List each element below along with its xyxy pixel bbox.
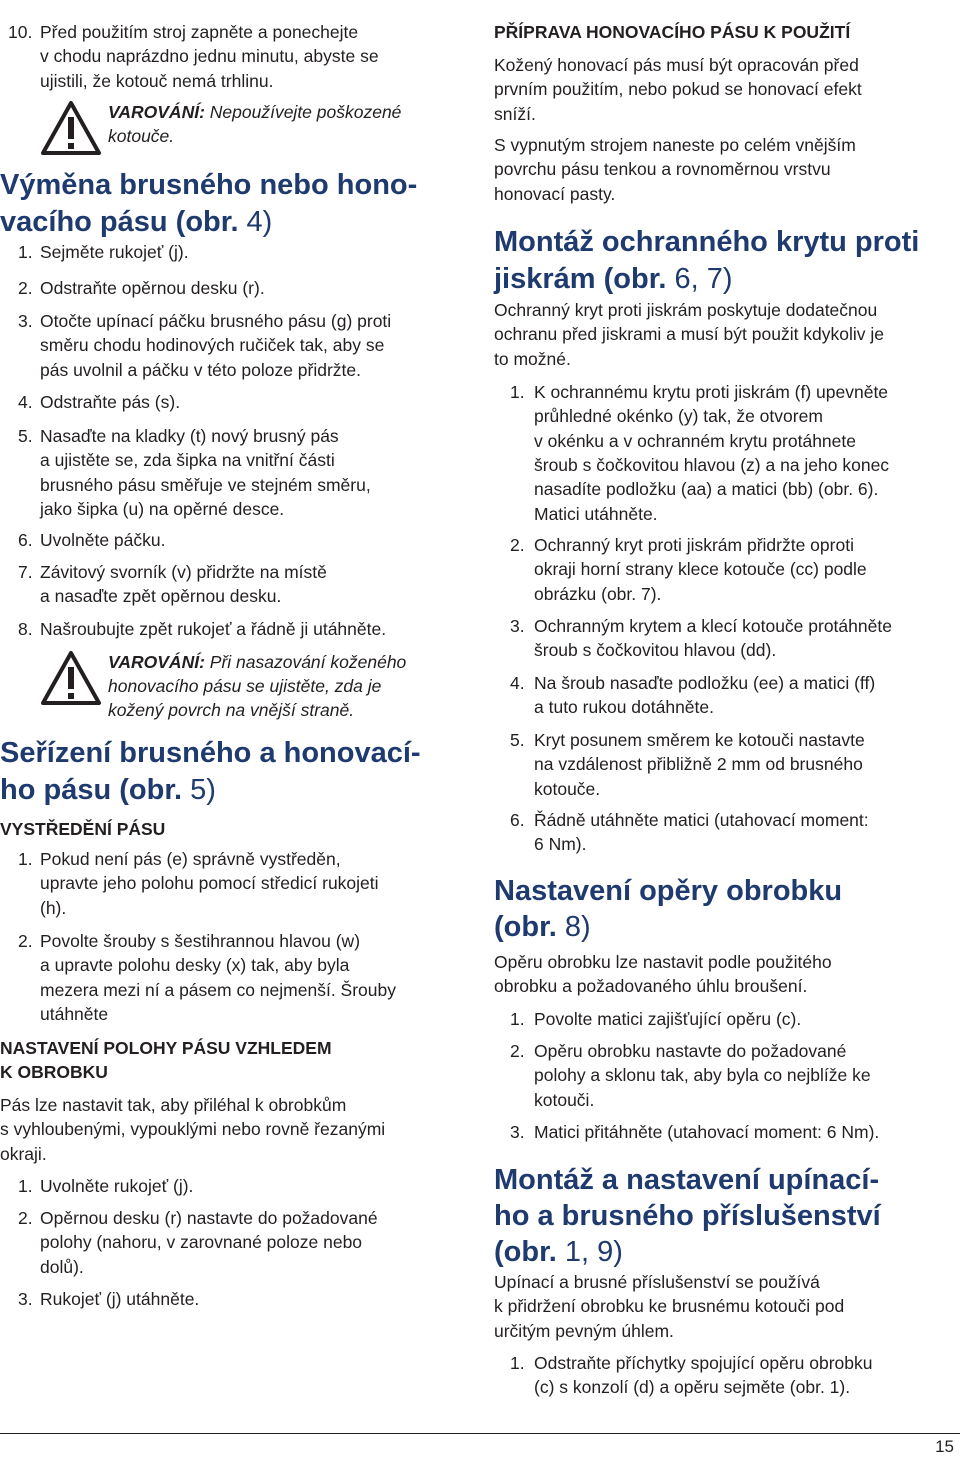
warning-text: VAROVÁNÍ: Při nasazování koženého xyxy=(108,652,407,672)
step-text: brusného pásu směřuje ve stejném směru, xyxy=(40,474,371,495)
step-text: pás uvolnil a páčku v této poloze přidržte. xyxy=(40,359,362,380)
step-number: 5. xyxy=(18,426,33,446)
step-text: Rukojeť (j) utáhněte. xyxy=(40,1289,200,1309)
step-number: 2. xyxy=(18,278,33,298)
step-text: směru chodu hodinových ručiček tak, aby se xyxy=(40,335,385,356)
paragraph-line: Upínací a brusné příslušenství se používá xyxy=(494,1272,820,1292)
step-number: 5. xyxy=(510,730,525,750)
paragraph-line: Pás lze nastavit tak, aby přiléhal k obrobkům xyxy=(0,1095,347,1115)
step-text: a tuto rukou dotáhněte. xyxy=(534,697,714,718)
step-number: 2. xyxy=(18,1208,33,1228)
step-text: dolů). xyxy=(40,1256,84,1277)
paragraph-line: ochranu před jiskrami a musí být použit kdykoliv je xyxy=(494,324,885,345)
step-number: 6. xyxy=(18,530,33,550)
step-text: Matici přitáhněte (utahovací moment: 6 Nm). xyxy=(534,1122,880,1142)
step-text: na vzdálenost přibližně 2 mm od brusného xyxy=(534,754,863,775)
step-text: Uvolněte páčku. xyxy=(40,530,166,550)
step-text: Odstraňte příchytky spojující opěru obrobku xyxy=(534,1353,873,1373)
paragraph-line: okraji. xyxy=(0,1143,47,1164)
section-heading: Výměna brusného nebo hono- xyxy=(0,169,418,201)
step-text: Ochranný kryt proti jiskrám přidržte oproti xyxy=(534,535,854,555)
step-number: 7. xyxy=(18,562,33,582)
step-text: Na šroub nasaďte podložku (ee) a matici (ff) xyxy=(534,673,876,693)
step-text: Ochranným krytem a klecí kotouče protáhněte xyxy=(534,616,892,636)
step-number: 4. xyxy=(510,673,525,693)
warning-triangle-icon xyxy=(40,650,102,706)
step-text: (c) s konzolí (d) a opěru sejměte (obr. 1). xyxy=(534,1377,851,1398)
step-number: 4. xyxy=(18,392,33,412)
paragraph-line: k přidržení obrobku ke brusnému kotouči pod xyxy=(494,1296,845,1317)
step-text: Sejměte rukojeť (j). xyxy=(40,242,189,262)
step-text: okraji horní strany klece kotouče (cc) podle xyxy=(534,559,867,580)
footer-rule xyxy=(0,1433,960,1434)
step-number: 2. xyxy=(18,931,33,951)
step-text: v chodu naprázdno jednu minutu, abyste se xyxy=(40,46,379,67)
step-text: šroub s čočkovitou hlavou (z) a na jeho konec xyxy=(534,454,890,475)
paragraph-line: prvním použitím, nebo pokud se honovací efekt xyxy=(494,79,862,100)
section-heading: Nastavení opěry obrobku xyxy=(494,875,843,907)
step-text: kotouči. xyxy=(534,1089,595,1110)
step-text: Řádně utáhněte matici (utahovací moment: xyxy=(534,810,869,830)
section-heading: (obr. 8) xyxy=(494,911,591,943)
step-text: nasadíte podložku (aa) a matici (bb) (obr. 6). xyxy=(534,479,879,500)
paragraph-line: honovací pasty. xyxy=(494,183,616,204)
step-text: upravte jeho polohu pomocí středicí rukojeti xyxy=(40,873,379,894)
step-text: Pokud není pás (e) správně vystředěn, xyxy=(40,849,341,869)
step-number: 3. xyxy=(18,1289,33,1309)
subheading: NASTAVENÍ POLOHY PÁSU VZHLEDEM xyxy=(0,1038,332,1058)
step-number: 2. xyxy=(510,1041,525,1061)
warning-triangle-icon xyxy=(40,100,102,156)
step-text: 6 Nm). xyxy=(534,834,587,855)
step-text: Závitový svorník (v) přidržte na místě xyxy=(40,562,327,582)
paragraph-line: Opěru obrobku lze nastavit podle použitého xyxy=(494,952,832,972)
step-text: Kryt posunem směrem ke kotouči nastavte xyxy=(534,730,865,750)
warning-text: kotouče. xyxy=(108,126,175,146)
step-number: 2. xyxy=(510,535,525,555)
step-text: a nasaďte zpět opěrnou desku. xyxy=(40,586,282,607)
step-text: K ochrannému krytu proti jiskrám (f) upevněte xyxy=(534,382,889,402)
page-number: 15 xyxy=(935,1437,954,1456)
section-heading: vacího pásu (obr. 4) xyxy=(0,206,273,238)
step-text: a ujistěte se, zda šipka na vnitřní části xyxy=(40,450,335,471)
paragraph-line: Kožený honovací pás musí být opracován před xyxy=(494,55,859,75)
step-text: Opěrnou desku (r) nastavte do požadované xyxy=(40,1208,378,1228)
section-heading: ho a brusného příslušenství xyxy=(494,1200,881,1232)
step-number: 1. xyxy=(18,1176,33,1196)
step-text: šroub s čočkovitou hlavou (dd). xyxy=(534,640,777,661)
paragraph-line: určitým pevným úhlem. xyxy=(494,1320,674,1341)
warning-text: honovacího pásu se ujistěte, zda je xyxy=(108,676,382,696)
section-heading: Montáž a nastavení upínací- xyxy=(494,1164,880,1196)
step-text: Našroubujte zpět rukojeť a řádně ji utáhněte. xyxy=(40,619,387,639)
step-number: 10. xyxy=(8,22,33,42)
step-text: Opěru obrobku nastavte do požadované xyxy=(534,1041,847,1061)
section-heading: jiskrám (obr. 6, 7) xyxy=(494,263,733,295)
step-number: 6. xyxy=(510,810,525,830)
step-text: v okénku a v ochranném krytu protáhnete xyxy=(534,430,856,451)
warning-text: kožený povrch na vnější straně. xyxy=(108,700,355,720)
subheading: PŘÍPRAVA HONOVACÍHO PÁSU K POUŽITÍ xyxy=(494,22,851,42)
step-text: ujistili, že kotouč nemá trhlinu. xyxy=(40,70,274,91)
step-text: průhledné okénko (y) tak, že otvorem xyxy=(534,406,823,427)
step-text: Odstraňte pás (s). xyxy=(40,392,181,412)
step-text: Povolte šrouby s šestihrannou hlavou (w) xyxy=(40,931,361,951)
paragraph-line: s vyhloubenými, vypouklými nebo rovně řezanými xyxy=(0,1119,386,1140)
warning-text: VAROVÁNÍ: Nepoužívejte poškozené xyxy=(108,102,402,122)
step-text: Před použitím stroj zapněte a ponechejte xyxy=(40,22,359,42)
step-text: polohy (nahoru, v zarovnané poloze nebo xyxy=(40,1232,363,1253)
paragraph-line: sníží. xyxy=(494,103,536,124)
step-text: jako šipka (u) na opěrné desce. xyxy=(40,498,285,519)
step-number: 1. xyxy=(18,242,33,262)
step-number: 3. xyxy=(510,616,525,636)
step-number: 8. xyxy=(18,619,33,639)
subheading: VYSTŘEDĚNÍ PÁSU xyxy=(0,819,166,839)
step-text: obrázku (obr. 7). xyxy=(534,583,662,604)
step-text: a upravte polohu desky (x) tak, aby byla xyxy=(40,955,350,976)
section-heading: Montáž ochranného krytu proti xyxy=(494,226,920,258)
step-text: Povolte matici zajišťující opěru (c). xyxy=(534,1009,802,1029)
step-text: kotouče. xyxy=(534,778,601,799)
section-heading: ho pásu (obr. 5) xyxy=(0,774,216,806)
step-text: utáhněte xyxy=(40,1003,109,1024)
subheading: K OBROBKU xyxy=(0,1062,108,1082)
paragraph-line: povrchu pásu tenkou a rovnoměrnou vrstvu xyxy=(494,159,831,180)
step-number: 3. xyxy=(18,311,33,331)
paragraph-line: S vypnutým strojem naneste po celém vnějším xyxy=(494,135,856,155)
step-text: Uvolněte rukojeť (j). xyxy=(40,1176,194,1196)
step-text: Matici utáhněte. xyxy=(534,503,658,524)
step-text: mezera mezi ní a pásem co nejmenší. Šrouby xyxy=(40,979,396,1000)
step-text: Odstraňte opěrnou desku (r). xyxy=(40,278,265,298)
step-text: (h). xyxy=(40,897,67,918)
step-number: 1. xyxy=(18,849,33,869)
section-heading: Seřízení brusného a honovací- xyxy=(0,737,421,769)
step-text: polohy a sklonu tak, aby byla co nejblíže ke xyxy=(534,1065,871,1086)
step-number: 3. xyxy=(510,1122,525,1142)
step-text: Nasaďte na kladky (t) nový brusný pás xyxy=(40,426,339,446)
section-heading: (obr. 1, 9) xyxy=(494,1236,623,1268)
step-number: 1. xyxy=(510,1009,525,1029)
paragraph-line: to možné. xyxy=(494,348,571,369)
paragraph-line: obrobku a požadovaného úhlu broušení. xyxy=(494,976,808,997)
paragraph-line: Ochranný kryt proti jiskrám poskytuje dodatečnou xyxy=(494,300,878,320)
step-number: 1. xyxy=(510,1353,525,1373)
step-number: 1. xyxy=(510,382,525,402)
step-text: Otočte upínací páčku brusného pásu (g) proti xyxy=(40,311,392,331)
